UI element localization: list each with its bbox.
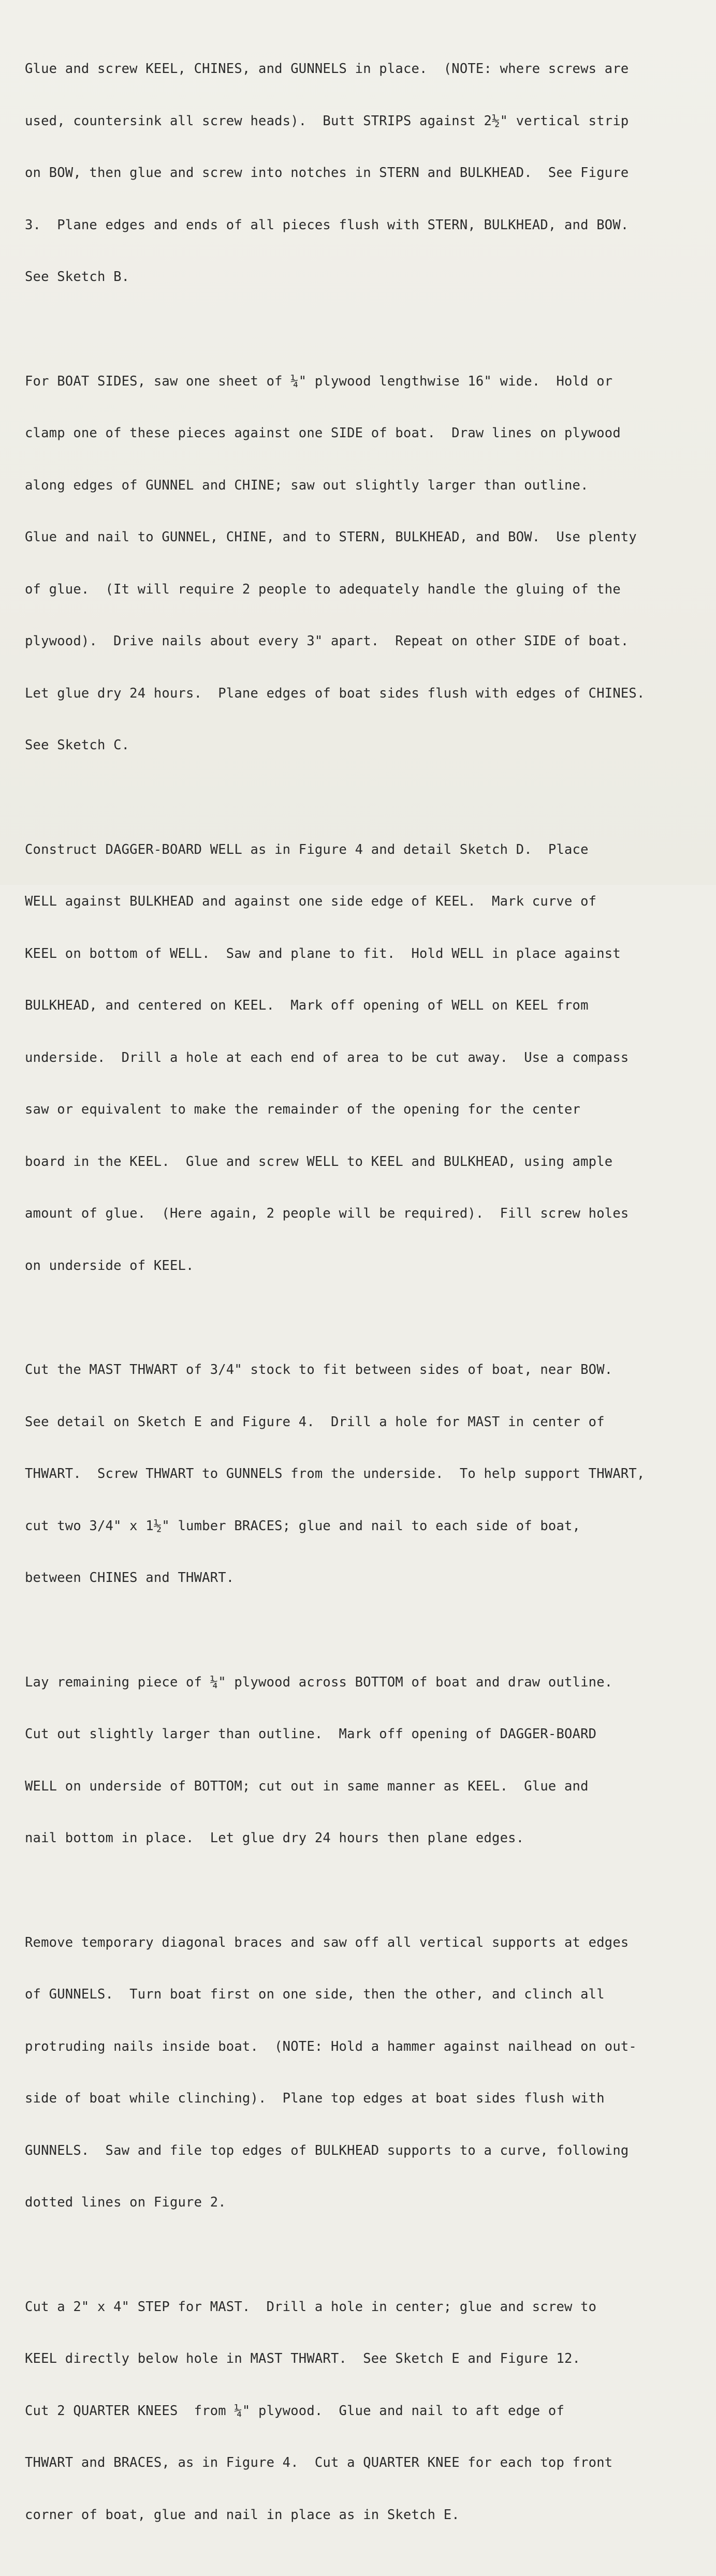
text-line: cut two 3/4" x 1½" lumber BRACES; glue and nail to each side of boat,: [25, 1518, 581, 1534]
paragraph-mast-thwart: [25, 1327, 698, 1622]
instructions-text: [25, 26, 698, 2576]
text-line: For BOAT SIDES, saw one sheet of ¼" plywood lengthwise 16" wide. Hold or: [25, 373, 613, 389]
text-line: Lay remaining piece of ¼" plywood across BOTTOM of boat and draw outline.: [25, 1674, 613, 1690]
paragraph-mast-step: [25, 2264, 698, 2559]
text-line: nail bottom in place. Let glue dry 24 hours then plane edges.: [25, 1830, 524, 1846]
text-line: Glue and screw KEEL, CHINES, and GUNNELS in place. (NOTE: where screws are: [25, 61, 629, 77]
text-line: between CHINES and THWART.: [25, 1570, 235, 1586]
text-line: Cut a 2" x 4" STEP for MAST. Drill a hole in center; glue and screw to: [25, 2299, 597, 2315]
text-line: See Sketch B.: [25, 269, 130, 285]
paragraph-dagger-board-well: [25, 807, 698, 1310]
text-line: of glue. (It will require 2 people to adequately handle the gluing of the: [25, 581, 621, 597]
text-line: WELL on underside of BOTTOM; cut out in same manner as KEEL. Glue and: [25, 1778, 589, 1794]
text-line: clamp one of these pieces against one SIDE of boat. Draw lines on plywood: [25, 425, 621, 441]
text-line: Let glue dry 24 hours. Plane edges of boat sides flush with edges of CHINES.: [25, 685, 645, 701]
text-line: THWART and BRACES, as in Figure 4. Cut a QUARTER KNEE for each top front: [25, 2455, 613, 2470]
text-line: on underside of KEEL.: [25, 1257, 194, 1274]
text-line: Construct DAGGER-BOARD WELL as in Figure 4 and detail Sketch D. Place: [25, 841, 589, 857]
text-line: Cut 2 QUARTER KNEES from ¼" plywood. Glue and nail to aft edge of: [25, 2403, 565, 2419]
paragraph-bottom: [25, 1639, 698, 1882]
paragraph-boat-sides: [25, 338, 698, 789]
text-line: board in the KEEL. Glue and screw WELL to KEEL and BULKHEAD, using ample: [25, 1153, 613, 1169]
text-line: GUNNELS. Saw and file top edges of BULKHEAD supports to a curve, following: [25, 2142, 629, 2158]
text-line: BULKHEAD, and centered on KEEL. Mark off opening of WELL on KEEL from: [25, 998, 589, 1013]
text-line: KEEL on bottom of WELL. Saw and plane to fit. Hold WELL in place against: [25, 945, 621, 961]
text-line: corner of boat, glue and nail in place as in Sketch E.: [25, 2507, 460, 2523]
text-line: along edges of GUNNEL and CHINE; saw out slightly larger than outline.: [25, 477, 589, 493]
text-line: on BOW, then glue and screw into notches in STERN and BULKHEAD. See Figure: [25, 165, 629, 181]
paragraph-keel-chines-gunnels: [25, 26, 698, 321]
text-line: Remove temporary diagonal braces and saw off all vertical supports at edges: [25, 1934, 629, 1950]
paragraph-remove-braces: [25, 1900, 698, 2246]
text-line: See detail on Sketch E and Figure 4. Drill a hole for MAST in center of: [25, 1414, 605, 1430]
text-line: dotted lines on Figure 2.: [25, 2195, 226, 2210]
text-line: THWART. Screw THWART to GUNNELS from the underside. To help support THWART,: [25, 1466, 645, 1482]
text-line: underside. Drill a hole at each end of area to be cut away. Use a compass: [25, 1049, 629, 1065]
text-line: amount of glue. (Here again, 2 people will be required). Fill screw holes: [25, 1206, 629, 1221]
text-line: WELL against BULKHEAD and against one side edge of KEEL. Mark curve of: [25, 894, 597, 909]
text-line: See Sketch C.: [25, 737, 130, 753]
text-line: plywood). Drive nails about every 3" apart. Repeat on other SIDE of boat.: [25, 633, 629, 649]
text-line: Cut out slightly larger than outline. Mark off opening of DAGGER-BOARD: [25, 1726, 597, 1742]
text-line: 3. Plane edges and ends of all pieces flush with STERN, BULKHEAD, and BOW.: [25, 217, 629, 233]
text-line: Glue and nail to GUNNEL, CHINE, and to STERN, BULKHEAD, and BOW. Use plenty: [25, 529, 637, 545]
text-line: side of boat while clinching). Plane top edges at boat sides flush with: [25, 2091, 605, 2106]
text-line: saw or equivalent to make the remainder of the opening for the center: [25, 1102, 581, 1117]
text-line: protruding nails inside boat. (NOTE: Hold a hammer against nailhead on out-: [25, 2038, 637, 2054]
text-line: KEEL directly below hole in MAST THWART. See Sketch E and Figure 12.: [25, 2351, 581, 2366]
text-line: Cut the MAST THWART of 3/4" stock to fit between sides of boat, near BOW.: [25, 1362, 613, 1378]
text-line: of GUNNELS. Turn boat first on one side, then the other, and clinch all: [25, 1987, 605, 2002]
text-line: used, countersink all screw heads). Butt STRIPS against 2½" vertical strip: [25, 113, 629, 129]
